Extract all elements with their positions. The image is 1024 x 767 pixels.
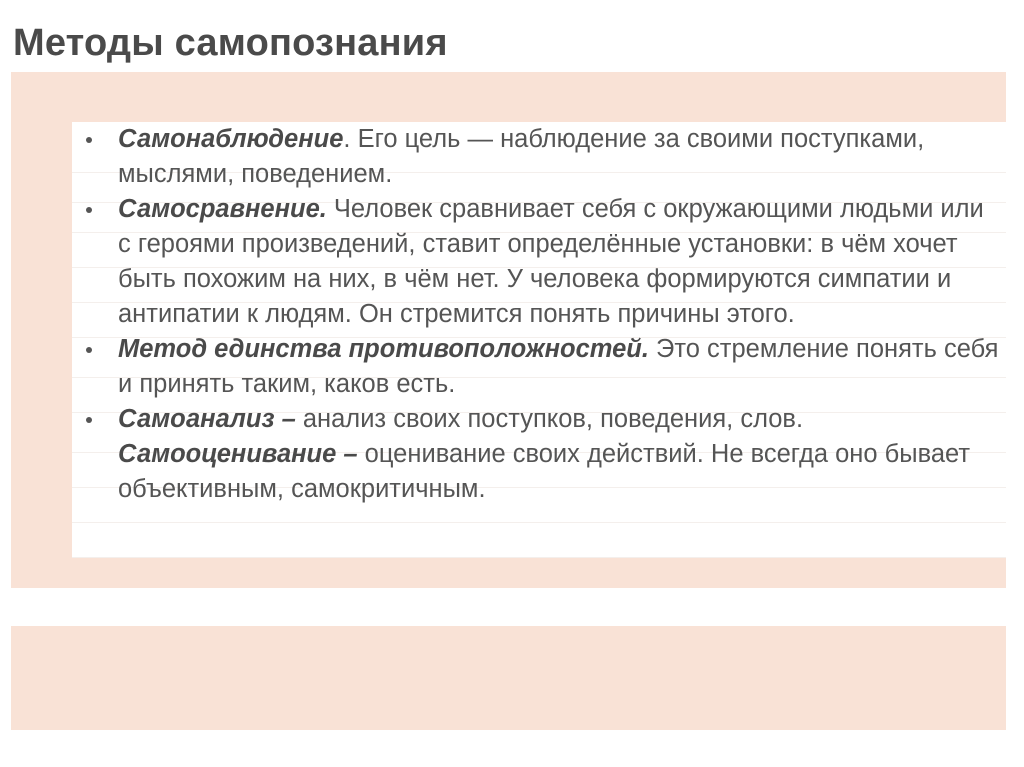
term-unity-of-opposites: Метод единства противоположностей. bbox=[118, 335, 649, 363]
slide-title: Методы самопознания bbox=[13, 22, 448, 64]
list-item bbox=[72, 192, 1006, 332]
item-description: анализ своих поступков, поведения, слов. bbox=[295, 405, 804, 433]
list-item bbox=[72, 122, 1006, 192]
list-item bbox=[72, 402, 1006, 507]
term-self-evaluation: Самооценивание – bbox=[118, 440, 358, 468]
item-description-2: оценивание своих действий. Не всегда оно бывает объективным, самокритичным. bbox=[118, 440, 971, 503]
methods-list bbox=[72, 122, 1006, 507]
content-box bbox=[72, 122, 1006, 558]
term-self-analysis: Самоанализ – bbox=[118, 405, 296, 433]
term-self-comparison: Самосравнение. bbox=[118, 195, 327, 223]
bullet-icon bbox=[86, 137, 92, 143]
bullet-icon bbox=[86, 207, 92, 213]
bullet-icon bbox=[86, 347, 92, 353]
bullet-icon bbox=[86, 417, 92, 423]
item-description: Человек сравнивает себя с окружающими людьми или с героями произведений, ставит определённые установки: в чём хочет быть похожим на них, в чём нет. У человека формируются симпатии и антипатии к людям. Он стремится понять причины этого. bbox=[118, 195, 984, 328]
decorative-band-bottom bbox=[11, 626, 1006, 730]
list-item bbox=[72, 332, 1006, 402]
term-self-observation: Самонаблюдение bbox=[118, 125, 344, 153]
item-description: Это стремление понять себя и принять таким, каков есть. bbox=[118, 335, 999, 398]
item-description: . Его цель — наблюдение за своими поступками, мыслями, поведением. bbox=[118, 125, 925, 188]
